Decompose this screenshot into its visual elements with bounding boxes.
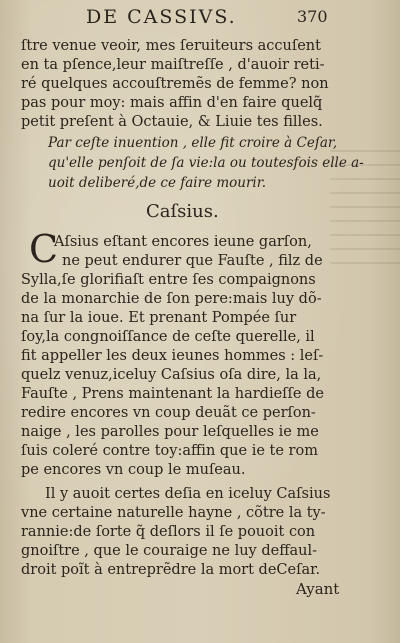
text-line: droit poĩt à entreprẽdre la mort deCeſar. — [21, 562, 321, 578]
text-line: pe encores vn coup le muſeau. — [21, 462, 246, 478]
text-line: fit appeller les deux ieunes hommes : leſ- — [21, 348, 324, 364]
text-line: de la monarchie de ſon pere:mais luy dõ- — [21, 291, 322, 307]
text-line: Il y auoit certes deſia en iceluy Caſsius — [45, 486, 331, 502]
italic-note-line: uoit deliberé,de ce faire mourir. — [48, 175, 267, 191]
section-heading: Caſsius. — [146, 201, 219, 222]
text-line: ſoy,la congnoiſſance de ceſte querelle, il — [21, 329, 315, 345]
text-line: ſuis coleré contre toy:affin que ie te rom — [21, 443, 318, 459]
text-line: ſtre venue veoir, mes ſeruiteurs accuſent — [21, 38, 321, 54]
text-line: ré quelques accouſtremẽs de femme? non — [21, 76, 329, 92]
text-line: pas pour moy: mais affin d'en faire quelq̃ — [21, 95, 323, 111]
text-line: redire encores vn coup deuãt ce perſon- — [21, 405, 316, 421]
running-head: DE CASSIVS. — [86, 6, 237, 28]
text-line: ne peut endurer que Fauſte , filz de — [62, 253, 323, 269]
text-line: en ta pſence,leur maiſtreſſe , d'auoir reti- — [21, 57, 325, 73]
page-number: 370 — [297, 7, 328, 26]
drop-cap: C — [29, 227, 59, 271]
text-line: quelz venuz,iceluy Caſsius oſa dire, la la, — [21, 367, 322, 383]
text-line: na ſur la ioue. Et prenant Pompée ſur — [21, 310, 297, 326]
text-line: gnoiſtre , que le couraige ne luy deffaul- — [21, 543, 318, 559]
text-line: rannie:de ſorte q̃ deſlors il ſe pouoit con — [21, 524, 316, 540]
text-line: vne certaine naturelle hayne , cõtre la ty- — [21, 505, 326, 521]
text-line: naige , les parolles pour leſquelles ie me — [21, 424, 319, 440]
italic-note-line: qu'elle penſoit de ſa vie:la ou toutesfois elle a- — [48, 155, 364, 171]
text-line: Aſsius eſtant encores ieune garſon, — [54, 234, 312, 250]
text-line: Fauſte , Prens maintenant la hardieſſe de — [21, 386, 324, 402]
catchword: Ayant — [296, 580, 340, 598]
text-line: Sylla,ſe glorifiaſt entre ſes compaignons — [21, 272, 316, 288]
text-line: petit preſent à Octauie, & Liuie tes filles. — [21, 114, 323, 130]
italic-note-line: Par ceſte inuention , elle fit croire à Ceſar, — [48, 135, 338, 151]
